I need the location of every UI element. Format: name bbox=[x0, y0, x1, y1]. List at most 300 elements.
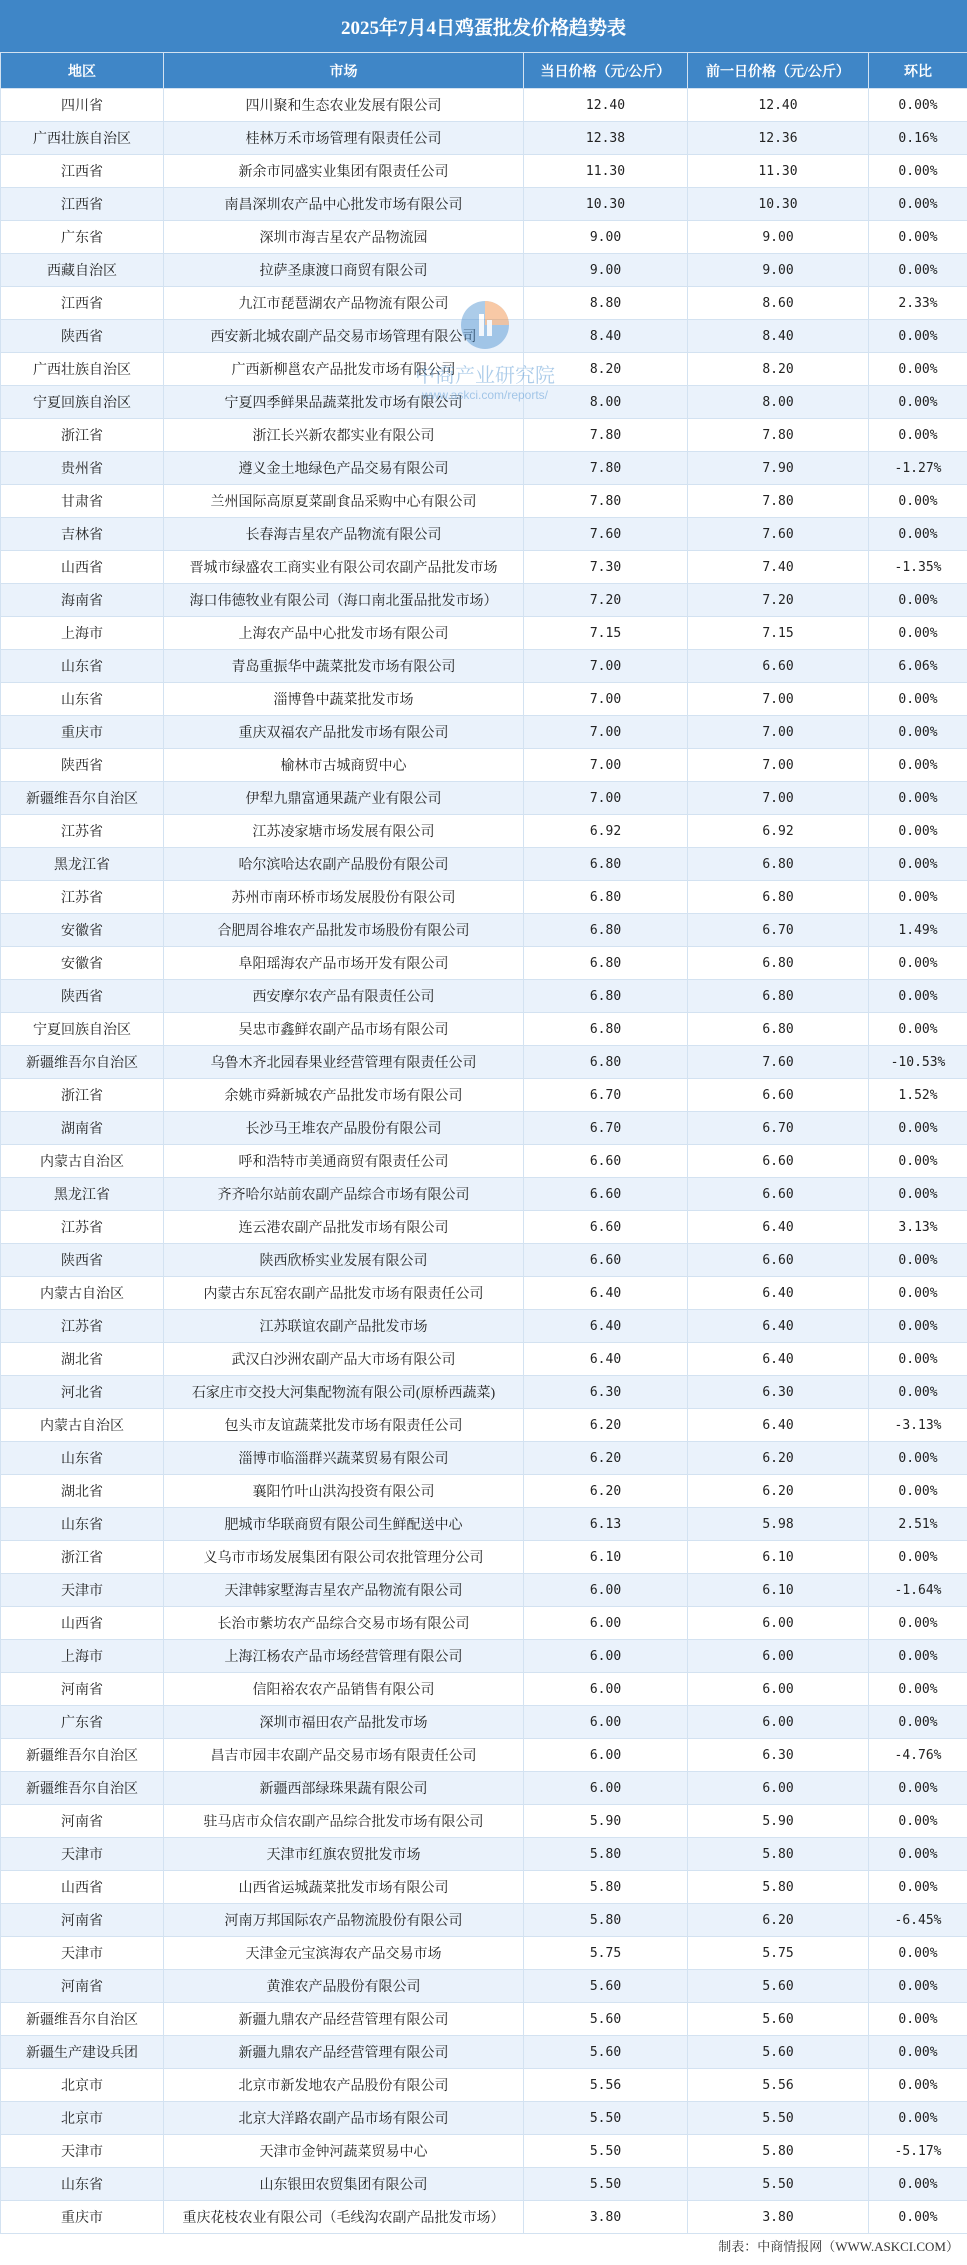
prev-price-cell: 7.60 bbox=[688, 518, 869, 551]
change-cell: 0.00% bbox=[869, 2036, 967, 2069]
region-cell: 黑龙江省 bbox=[1, 1178, 164, 1211]
today-price-cell: 6.60 bbox=[524, 1211, 688, 1244]
region-cell: 山东省 bbox=[1, 2168, 164, 2201]
today-price-cell: 5.60 bbox=[524, 1970, 688, 2003]
prev-price-cell: 6.70 bbox=[688, 1112, 869, 1145]
market-cell: 长治市紫坊农产品综合交易市场有限公司 bbox=[164, 1607, 524, 1640]
region-cell: 内蒙古自治区 bbox=[1, 1145, 164, 1178]
market-cell: 榆林市古城商贸中心 bbox=[164, 749, 524, 782]
region-cell: 山东省 bbox=[1, 650, 164, 683]
table-row bbox=[1, 1640, 967, 1673]
prev-price-cell: 11.30 bbox=[688, 155, 869, 188]
table-row bbox=[1, 815, 967, 848]
market-cell: 吴忠市鑫鲜农副产品市场有限公司 bbox=[164, 1013, 524, 1046]
market-cell: 新余市同盛实业集团有限责任公司 bbox=[164, 155, 524, 188]
table-row bbox=[1, 2201, 967, 2234]
table-row bbox=[1, 683, 967, 716]
change-cell: 0.00% bbox=[869, 320, 967, 353]
today-price-cell: 7.80 bbox=[524, 419, 688, 452]
table-row bbox=[1, 89, 967, 122]
region-cell: 山东省 bbox=[1, 1508, 164, 1541]
region-cell: 浙江省 bbox=[1, 1079, 164, 1112]
market-cell: 四川聚和生态农业发展有限公司 bbox=[164, 89, 524, 122]
market-cell: 哈尔滨哈达农副产品股份有限公司 bbox=[164, 848, 524, 881]
table-row bbox=[1, 1112, 967, 1145]
change-cell: 0.00% bbox=[869, 221, 967, 254]
region-cell: 黑龙江省 bbox=[1, 848, 164, 881]
prev-price-cell: 5.60 bbox=[688, 1970, 869, 2003]
change-cell: -3.13% bbox=[869, 1409, 967, 1442]
change-cell: 0.00% bbox=[869, 1970, 967, 2003]
table-row bbox=[1, 155, 967, 188]
today-price-cell: 6.30 bbox=[524, 1376, 688, 1409]
change-cell: 0.00% bbox=[869, 1673, 967, 1706]
prev-price-cell: 6.60 bbox=[688, 1145, 869, 1178]
prev-price-cell: 5.56 bbox=[688, 2069, 869, 2102]
table-row bbox=[1, 188, 967, 221]
market-cell: 襄阳竹叶山洪沟投资有限公司 bbox=[164, 1475, 524, 1508]
region-cell: 天津市 bbox=[1, 2135, 164, 2168]
change-cell: 0.00% bbox=[869, 881, 967, 914]
today-price-cell: 6.20 bbox=[524, 1442, 688, 1475]
market-cell: 江苏凌家塘市场发展有限公司 bbox=[164, 815, 524, 848]
change-cell: 0.00% bbox=[869, 89, 967, 122]
today-price-cell: 6.80 bbox=[524, 914, 688, 947]
change-cell: 0.00% bbox=[869, 485, 967, 518]
change-cell: 6.06% bbox=[869, 650, 967, 683]
market-cell: 伊犁九鼎富通果蔬产业有限公司 bbox=[164, 782, 524, 815]
table-row bbox=[1, 980, 967, 1013]
prev-price-cell: 7.40 bbox=[688, 551, 869, 584]
prev-price-cell: 6.70 bbox=[688, 914, 869, 947]
region-cell: 吉林省 bbox=[1, 518, 164, 551]
prev-price-cell: 6.60 bbox=[688, 1244, 869, 1277]
today-price-cell: 6.60 bbox=[524, 1244, 688, 1277]
prev-price-cell: 5.80 bbox=[688, 1871, 869, 1904]
table-row bbox=[1, 1178, 967, 1211]
today-price-cell: 9.00 bbox=[524, 221, 688, 254]
today-price-cell: 6.60 bbox=[524, 1145, 688, 1178]
region-cell: 甘肃省 bbox=[1, 485, 164, 518]
change-cell: 0.00% bbox=[869, 947, 967, 980]
change-cell: 0.00% bbox=[869, 1475, 967, 1508]
prev-price-cell: 5.50 bbox=[688, 2102, 869, 2135]
region-cell: 内蒙古自治区 bbox=[1, 1409, 164, 1442]
market-cell: 北京大洋路农副产品市场有限公司 bbox=[164, 2102, 524, 2135]
today-price-cell: 6.00 bbox=[524, 1640, 688, 1673]
today-price-cell: 3.80 bbox=[524, 2201, 688, 2234]
market-cell: 遵义金土地绿色产品交易有限公司 bbox=[164, 452, 524, 485]
market-cell: 昌吉市园丰农副产品交易市场有限责任公司 bbox=[164, 1739, 524, 1772]
region-cell: 河南省 bbox=[1, 1904, 164, 1937]
prev-price-cell: 12.40 bbox=[688, 89, 869, 122]
today-price-cell: 5.56 bbox=[524, 2069, 688, 2102]
region-cell: 贵州省 bbox=[1, 452, 164, 485]
table-row bbox=[1, 749, 967, 782]
change-cell: 0.00% bbox=[869, 1343, 967, 1376]
prev-price-cell: 6.10 bbox=[688, 1574, 869, 1607]
region-cell: 山东省 bbox=[1, 683, 164, 716]
today-price-cell: 6.20 bbox=[524, 1475, 688, 1508]
region-cell: 上海市 bbox=[1, 617, 164, 650]
market-cell: 深圳市海吉星农产品物流园 bbox=[164, 221, 524, 254]
today-price-cell: 10.30 bbox=[524, 188, 688, 221]
today-price-cell: 7.30 bbox=[524, 551, 688, 584]
today-price-cell: 6.20 bbox=[524, 1409, 688, 1442]
change-cell: 2.33% bbox=[869, 287, 967, 320]
prev-price-cell: 6.80 bbox=[688, 980, 869, 1013]
prev-price-cell: 8.20 bbox=[688, 353, 869, 386]
today-price-cell: 8.20 bbox=[524, 353, 688, 386]
prev-price-cell: 6.00 bbox=[688, 1706, 869, 1739]
table-row bbox=[1, 1475, 967, 1508]
table-row bbox=[1, 1277, 967, 1310]
prev-price-cell: 8.60 bbox=[688, 287, 869, 320]
region-cell: 陕西省 bbox=[1, 749, 164, 782]
today-price-cell: 7.80 bbox=[524, 485, 688, 518]
column-header-change: 环比 bbox=[869, 53, 967, 89]
region-cell: 江西省 bbox=[1, 188, 164, 221]
today-price-cell: 7.20 bbox=[524, 584, 688, 617]
change-cell: 0.00% bbox=[869, 1541, 967, 1574]
table-row bbox=[1, 452, 967, 485]
market-cell: 内蒙古东瓦窑农副产品批发市场有限责任公司 bbox=[164, 1277, 524, 1310]
market-cell: 肥城市华联商贸有限公司生鲜配送中心 bbox=[164, 1508, 524, 1541]
today-price-cell: 5.50 bbox=[524, 2102, 688, 2135]
today-price-cell: 6.92 bbox=[524, 815, 688, 848]
change-cell: 0.00% bbox=[869, 2069, 967, 2102]
region-cell: 浙江省 bbox=[1, 419, 164, 452]
table-row bbox=[1, 914, 967, 947]
price-table bbox=[0, 52, 967, 2234]
market-cell: 信阳裕农农产品销售有限公司 bbox=[164, 1673, 524, 1706]
change-cell: -10.53% bbox=[869, 1046, 967, 1079]
change-cell: 0.00% bbox=[869, 254, 967, 287]
today-price-cell: 7.00 bbox=[524, 749, 688, 782]
table-row bbox=[1, 947, 967, 980]
today-price-cell: 6.80 bbox=[524, 848, 688, 881]
prev-price-cell: 3.80 bbox=[688, 2201, 869, 2234]
change-cell: -1.27% bbox=[869, 452, 967, 485]
table-row bbox=[1, 1772, 967, 1805]
change-cell: 0.00% bbox=[869, 1277, 967, 1310]
region-cell: 山西省 bbox=[1, 1607, 164, 1640]
region-cell: 天津市 bbox=[1, 1937, 164, 1970]
today-price-cell: 5.80 bbox=[524, 1871, 688, 1904]
prev-price-cell: 6.00 bbox=[688, 1673, 869, 1706]
change-cell: 0.00% bbox=[869, 2201, 967, 2234]
today-price-cell: 12.38 bbox=[524, 122, 688, 155]
region-cell: 北京市 bbox=[1, 2069, 164, 2102]
prev-price-cell: 6.40 bbox=[688, 1310, 869, 1343]
prev-price-cell: 12.36 bbox=[688, 122, 869, 155]
table-title: 2025年7月4日鸡蛋批发价格趋势表 bbox=[0, 0, 967, 52]
region-cell: 河南省 bbox=[1, 1970, 164, 2003]
change-cell: 0.00% bbox=[869, 2168, 967, 2201]
change-cell: 3.13% bbox=[869, 1211, 967, 1244]
market-cell: 天津市金钟河蔬菜贸易中心 bbox=[164, 2135, 524, 2168]
table-row bbox=[1, 419, 967, 452]
today-price-cell: 11.30 bbox=[524, 155, 688, 188]
change-cell: 0.00% bbox=[869, 749, 967, 782]
market-cell: 新疆九鼎农产品经营管理有限公司 bbox=[164, 2003, 524, 2036]
market-cell: 余姚市舜新城农产品批发市场有限公司 bbox=[164, 1079, 524, 1112]
market-cell: 苏州市南环桥市场发展股份有限公司 bbox=[164, 881, 524, 914]
prev-price-cell: 6.00 bbox=[688, 1607, 869, 1640]
table-row bbox=[1, 1805, 967, 1838]
market-cell: 海口伟德牧业有限公司（海口南北蛋品批发市场） bbox=[164, 584, 524, 617]
change-cell: 0.00% bbox=[869, 1178, 967, 1211]
region-cell: 陕西省 bbox=[1, 980, 164, 1013]
table-row bbox=[1, 617, 967, 650]
table-row bbox=[1, 1937, 967, 1970]
change-cell: 0.00% bbox=[869, 419, 967, 452]
table-row bbox=[1, 518, 967, 551]
today-price-cell: 6.80 bbox=[524, 947, 688, 980]
change-cell: 0.00% bbox=[869, 1310, 967, 1343]
market-cell: 浙江长兴新农都实业有限公司 bbox=[164, 419, 524, 452]
market-cell: 天津金元宝滨海农产品交易市场 bbox=[164, 1937, 524, 1970]
region-cell: 河南省 bbox=[1, 1673, 164, 1706]
region-cell: 重庆市 bbox=[1, 716, 164, 749]
region-cell: 湖南省 bbox=[1, 1112, 164, 1145]
today-price-cell: 6.80 bbox=[524, 881, 688, 914]
table-row bbox=[1, 122, 967, 155]
today-price-cell: 6.00 bbox=[524, 1673, 688, 1706]
prev-price-cell: 5.90 bbox=[688, 1805, 869, 1838]
source-footer: 制表：中商情报网（WWW.ASKCI.COM） bbox=[718, 2239, 959, 2254]
prev-price-cell: 6.40 bbox=[688, 1343, 869, 1376]
column-header-today-price: 当日价格（元/公斤） bbox=[524, 53, 688, 89]
market-cell: 江苏联谊农副产品批发市场 bbox=[164, 1310, 524, 1343]
column-header-region: 地区 bbox=[1, 53, 164, 89]
today-price-cell: 7.15 bbox=[524, 617, 688, 650]
prev-price-cell: 6.40 bbox=[688, 1211, 869, 1244]
prev-price-cell: 5.60 bbox=[688, 2036, 869, 2069]
change-cell: -4.76% bbox=[869, 1739, 967, 1772]
column-header-market: 市场 bbox=[164, 53, 524, 89]
table-row bbox=[1, 2135, 967, 2168]
region-cell: 新疆生产建设兵团 bbox=[1, 2036, 164, 2069]
prev-price-cell: 7.80 bbox=[688, 419, 869, 452]
change-cell: 0.00% bbox=[869, 2003, 967, 2036]
table-row bbox=[1, 1508, 967, 1541]
region-cell: 广西壮族自治区 bbox=[1, 122, 164, 155]
market-cell: 广西新柳邕农产品批发市场有限公司 bbox=[164, 353, 524, 386]
change-cell: 0.00% bbox=[869, 1805, 967, 1838]
prev-price-cell: 6.20 bbox=[688, 1904, 869, 1937]
prev-price-cell: 5.60 bbox=[688, 2003, 869, 2036]
table-row bbox=[1, 2036, 967, 2069]
region-cell: 江西省 bbox=[1, 287, 164, 320]
region-cell: 新疆维吾尔自治区 bbox=[1, 782, 164, 815]
change-cell: 0.00% bbox=[869, 782, 967, 815]
change-cell: 0.00% bbox=[869, 1013, 967, 1046]
watermark-url: www.askci.com/reports/ bbox=[421, 388, 549, 402]
table-row bbox=[1, 584, 967, 617]
region-cell: 江苏省 bbox=[1, 881, 164, 914]
prev-price-cell: 9.00 bbox=[688, 254, 869, 287]
region-cell: 西藏自治区 bbox=[1, 254, 164, 287]
table-row bbox=[1, 2069, 967, 2102]
today-price-cell: 7.00 bbox=[524, 650, 688, 683]
region-cell: 湖北省 bbox=[1, 1343, 164, 1376]
today-price-cell: 7.00 bbox=[524, 782, 688, 815]
table-row bbox=[1, 1079, 967, 1112]
change-cell: 1.49% bbox=[869, 914, 967, 947]
region-cell: 新疆维吾尔自治区 bbox=[1, 1046, 164, 1079]
market-cell: 宁夏四季鲜果品蔬菜批发市场有限公司 bbox=[164, 386, 524, 419]
market-cell: 天津市红旗农贸批发市场 bbox=[164, 1838, 524, 1871]
region-cell: 河北省 bbox=[1, 1376, 164, 1409]
prev-price-cell: 6.00 bbox=[688, 1772, 869, 1805]
region-cell: 广东省 bbox=[1, 1706, 164, 1739]
table-row bbox=[1, 1343, 967, 1376]
region-cell: 内蒙古自治区 bbox=[1, 1277, 164, 1310]
change-cell: 0.00% bbox=[869, 1376, 967, 1409]
today-price-cell: 6.80 bbox=[524, 980, 688, 1013]
region-cell: 山西省 bbox=[1, 1871, 164, 1904]
prev-price-cell: 6.92 bbox=[688, 815, 869, 848]
prev-price-cell: 7.00 bbox=[688, 749, 869, 782]
market-cell: 兰州国际高原夏菜副食品采购中心有限公司 bbox=[164, 485, 524, 518]
prev-price-cell: 7.60 bbox=[688, 1046, 869, 1079]
today-price-cell: 7.60 bbox=[524, 518, 688, 551]
prev-price-cell: 5.98 bbox=[688, 1508, 869, 1541]
today-price-cell: 6.40 bbox=[524, 1343, 688, 1376]
table-row bbox=[1, 551, 967, 584]
prev-price-cell: 9.00 bbox=[688, 221, 869, 254]
prev-price-cell: 6.30 bbox=[688, 1376, 869, 1409]
change-cell: 0.00% bbox=[869, 155, 967, 188]
region-cell: 安徽省 bbox=[1, 914, 164, 947]
today-price-cell: 6.00 bbox=[524, 1706, 688, 1739]
table-row bbox=[1, 353, 967, 386]
table-row bbox=[1, 1376, 967, 1409]
change-cell: -1.35% bbox=[869, 551, 967, 584]
table-row bbox=[1, 1145, 967, 1178]
column-header-prev-price: 前一日价格（元/公斤） bbox=[688, 53, 869, 89]
market-cell: 齐齐哈尔站前农副产品综合市场有限公司 bbox=[164, 1178, 524, 1211]
prev-price-cell: 8.40 bbox=[688, 320, 869, 353]
region-cell: 江苏省 bbox=[1, 1310, 164, 1343]
change-cell: 0.00% bbox=[869, 1442, 967, 1475]
region-cell: 江西省 bbox=[1, 155, 164, 188]
today-price-cell: 6.70 bbox=[524, 1112, 688, 1145]
table-row bbox=[1, 386, 967, 419]
market-cell: 北京市新发地农产品股份有限公司 bbox=[164, 2069, 524, 2102]
region-cell: 安徽省 bbox=[1, 947, 164, 980]
region-cell: 广西壮族自治区 bbox=[1, 353, 164, 386]
today-price-cell: 8.80 bbox=[524, 287, 688, 320]
table-row bbox=[1, 485, 967, 518]
prev-price-cell: 7.80 bbox=[688, 485, 869, 518]
region-cell: 海南省 bbox=[1, 584, 164, 617]
market-cell: 新疆西部绿珠果蔬有限公司 bbox=[164, 1772, 524, 1805]
region-cell: 山东省 bbox=[1, 1442, 164, 1475]
today-price-cell: 6.00 bbox=[524, 1772, 688, 1805]
today-price-cell: 6.00 bbox=[524, 1739, 688, 1772]
change-cell: 0.00% bbox=[869, 1706, 967, 1739]
market-cell: 淄博鲁中蔬菜批发市场 bbox=[164, 683, 524, 716]
region-cell: 陕西省 bbox=[1, 1244, 164, 1277]
market-cell: 桂林万禾市场管理有限责任公司 bbox=[164, 122, 524, 155]
today-price-cell: 9.00 bbox=[524, 254, 688, 287]
table-row bbox=[1, 848, 967, 881]
table-row bbox=[1, 1013, 967, 1046]
today-price-cell: 5.50 bbox=[524, 2168, 688, 2201]
today-price-cell: 6.40 bbox=[524, 1310, 688, 1343]
region-cell: 山西省 bbox=[1, 551, 164, 584]
region-cell: 重庆市 bbox=[1, 2201, 164, 2234]
today-price-cell: 5.90 bbox=[524, 1805, 688, 1838]
region-cell: 天津市 bbox=[1, 1838, 164, 1871]
market-cell: 石家庄市交投大河集配物流有限公司(原桥西蔬菜) bbox=[164, 1376, 524, 1409]
table-row bbox=[1, 1211, 967, 1244]
table-row bbox=[1, 254, 967, 287]
market-cell: 乌鲁木齐北园春果业经营管理有限责任公司 bbox=[164, 1046, 524, 1079]
market-cell: 陕西欣桥实业发展有限公司 bbox=[164, 1244, 524, 1277]
prev-price-cell: 6.80 bbox=[688, 947, 869, 980]
prev-price-cell: 10.30 bbox=[688, 188, 869, 221]
market-cell: 天津韩家墅海吉星农产品物流有限公司 bbox=[164, 1574, 524, 1607]
change-cell: 0.00% bbox=[869, 518, 967, 551]
change-cell: 0.00% bbox=[869, 1244, 967, 1277]
change-cell: 0.00% bbox=[869, 353, 967, 386]
table-row bbox=[1, 650, 967, 683]
today-price-cell: 8.40 bbox=[524, 320, 688, 353]
today-price-cell: 5.80 bbox=[524, 1904, 688, 1937]
today-price-cell: 5.50 bbox=[524, 2135, 688, 2168]
market-cell: 义乌市市场发展集团有限公司农批管理分公司 bbox=[164, 1541, 524, 1574]
market-cell: 拉萨圣康渡口商贸有限公司 bbox=[164, 254, 524, 287]
table-row bbox=[1, 287, 967, 320]
prev-price-cell: 7.20 bbox=[688, 584, 869, 617]
table-row bbox=[1, 221, 967, 254]
today-price-cell: 6.00 bbox=[524, 1607, 688, 1640]
market-cell: 长春海吉星农产品物流有限公司 bbox=[164, 518, 524, 551]
market-cell: 包头市友谊蔬菜批发市场有限责任公司 bbox=[164, 1409, 524, 1442]
market-cell: 山西省运城蔬菜批发市场有限公司 bbox=[164, 1871, 524, 1904]
table-row bbox=[1, 1607, 967, 1640]
change-cell: 0.00% bbox=[869, 1937, 967, 1970]
table-row bbox=[1, 782, 967, 815]
table-row bbox=[1, 2003, 967, 2036]
prev-price-cell: 7.90 bbox=[688, 452, 869, 485]
prev-price-cell: 6.80 bbox=[688, 1013, 869, 1046]
today-price-cell: 6.70 bbox=[524, 1079, 688, 1112]
market-cell: 山东银田农贸集团有限公司 bbox=[164, 2168, 524, 2201]
today-price-cell: 5.60 bbox=[524, 2036, 688, 2069]
region-cell: 河南省 bbox=[1, 1805, 164, 1838]
market-cell: 上海江杨农产品市场经营管理有限公司 bbox=[164, 1640, 524, 1673]
region-cell: 天津市 bbox=[1, 1574, 164, 1607]
table-row bbox=[1, 1574, 967, 1607]
prev-price-cell: 5.80 bbox=[688, 1838, 869, 1871]
market-cell: 新疆九鼎农产品经营管理有限公司 bbox=[164, 2036, 524, 2069]
change-cell: 1.52% bbox=[869, 1079, 967, 1112]
table-body bbox=[1, 89, 967, 2234]
change-cell: 0.00% bbox=[869, 2102, 967, 2135]
prev-price-cell: 8.00 bbox=[688, 386, 869, 419]
region-cell: 四川省 bbox=[1, 89, 164, 122]
region-cell: 上海市 bbox=[1, 1640, 164, 1673]
today-price-cell: 5.80 bbox=[524, 1838, 688, 1871]
change-cell: 2.51% bbox=[869, 1508, 967, 1541]
table-row bbox=[1, 2102, 967, 2135]
change-cell: 0.00% bbox=[869, 848, 967, 881]
market-cell: 重庆双福农产品批发市场有限公司 bbox=[164, 716, 524, 749]
